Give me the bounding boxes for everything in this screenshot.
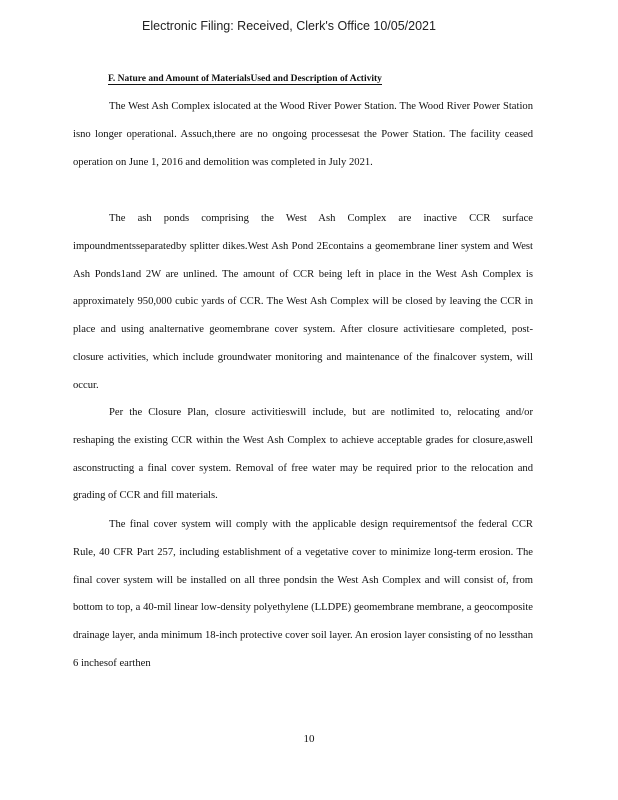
paragraph-closure-activities: Per the Closure Plan, closure activitieswill include, but are notlimited to, relocating and/or reshaping the existing CCR within the West Ash Complex to achieve acceptable grades for closure,aswell asconstructing a final cover system. Removal of free water may be required prior to the relocation and grading of CCR and fill materials.: [73, 407, 533, 502]
paragraph-final-cover-system: The final cover system will comply with the applicable design requirementsof the federal CCR Rule, 40 CFR Part 257, including establishment of a vegetative cover to minimize long-term erosion. The final cover system will be installed on all three pondsin the West Ash Complex and will consist of, from bottom to top, a 40-mil linear low-density polyethylene (LLDPE) geomembrane membrane, a geocomposite drainage layer, anda minimum 18-inch protective cover soil layer. An erosion layer consisting of no lessthan 6 inchesof earthen: [73, 519, 533, 669]
page-number-text: 10: [303, 733, 315, 745]
section-heading-text: F. Nature and Amount of MaterialsUsed and Description of Activity: [108, 74, 382, 84]
filing-stamp-text: Electronic Filing: Received, Clerk's Office 10/05/2021: [142, 19, 436, 33]
paragraph-site-description: The West Ash Complex islocated at the Wood River Power Station. The Wood River Power Station isno longer operational. Assuch,there are no ongoing processesat the Power Station. The facility ceased operation on June 1, 2016 and demolition was completed in July 2021.: [73, 101, 533, 168]
filing-stamp-header: [0, 19, 618, 33]
paragraph-ash-ponds: The ash ponds comprising the West Ash Complex are inactive CCR surface impoundmentsseparatedby splitter dikes.West Ash Pond 2Econtains a geomembrane liner system and West Ash Ponds1and 2W are unlined. The amount of CCR being left in place in the West Ash Complex is approximately 950,000 cubic yards of CCR. The West Ash Complex will be closed by leaving the CCR in place and using analternative geomembrane cover system. After closure activitiesare completed, post-closure activities, which include groundwater monitoring and maintenance of the finalcover system, will occur.: [73, 213, 533, 391]
section-heading: [108, 74, 488, 85]
page-number: [0, 733, 618, 745]
